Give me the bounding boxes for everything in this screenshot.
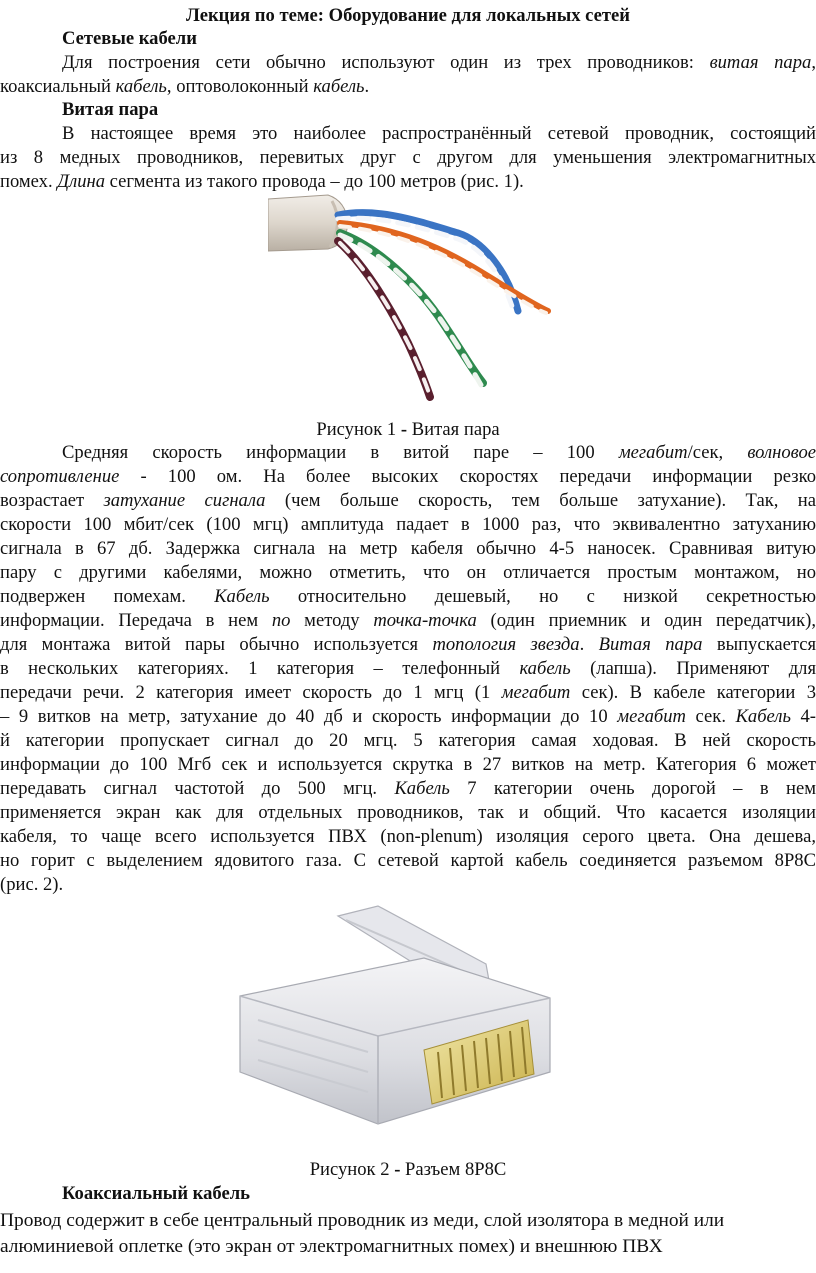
section-heading-coax: Коаксиальный кабель — [62, 1183, 250, 1204]
para2-line-16: применяется экран как для отдельных проводников, так и общий. Что касается изоляции — [0, 802, 816, 823]
para2-line-17: кабеля, то чаще всего используется ПВХ (non-plenum) изоляция серого цвета. Она дешева, — [0, 826, 816, 847]
connector-8p8c-figure — [228, 902, 568, 1152]
section-heading-network-cables: Сетевые кабели — [62, 28, 197, 49]
figure2-caption: Рисунок 2 - Разъем 8P8C — [309, 1159, 507, 1180]
para2-line-10: в нескольких категориях. 1 категория – телефонный кабель (лапша). Применяют для — [0, 658, 816, 679]
lecture-title: Лекция по теме: Оборудование для локальных сетей — [185, 5, 630, 26]
para2-line-11: передачи речи. 2 категория имеет скорость до 1 мгц (1 мегабит сек). В кабеле категории 3 — [0, 682, 816, 703]
twisted-pair-cable-figure — [268, 193, 558, 403]
para2-line-15: передавать сигнал частотой до 500 мгц. Кабель 7 категории очень дорогой – в нем — [0, 778, 816, 799]
para2-line-19: (рис. 2). — [0, 874, 64, 895]
para2-line-8: информации. Передача в нем по методу точка-точка (один приемник и один передатчик), — [0, 610, 816, 631]
coax-line-1: Провод содержит в себе центральный проводник из меди, слой изолятора в медной или — [0, 1210, 725, 1231]
para1-line-1: В настоящее время это наиболее распространённый сетевой проводник, состоящий — [62, 123, 816, 144]
para2-line-13: й категории пропускает сигнал до 20 мгц. 5 категория самая ходовая. В ней скорость — [0, 730, 816, 751]
intro-line-1: Для построения сети обычно используют один из трех проводников: витая пара, — [62, 52, 816, 73]
section-heading-twisted-pair: Витая пара — [62, 99, 159, 120]
para2-line-18: но горит с выделением ядовитого газа. С сетевой картой кабель соединяется разъемом 8P8C — [0, 850, 816, 871]
para1-line-2: из 8 медных проводников, перевитых друг с другом для уменьшения электромагнитных — [0, 147, 816, 168]
para2-line-9: для монтажа витой пары обычно используется топология звезда. Витая пара выпускается — [0, 634, 816, 655]
para2-line-7: подвержен помехам. Кабель относительно дешевый, но с низкой секретностью — [0, 586, 816, 607]
para2-line-1: Средняя скорость информации в витой паре – 100 мегабит/сек, волновое — [62, 442, 816, 463]
para2-line-14: информации до 100 Мгб сек и используется скрутка в 27 витков на метр. Категория 6 может — [0, 754, 816, 775]
para2-line-2: сопротивление - 100 ом. На более высоких скоростях передачи информации резко — [0, 466, 816, 487]
para2-line-3: возрастает затухание сигнала (чем больше скорость, тем больше затухание). Так, на — [0, 490, 816, 511]
para2-line-4: скорости 100 мбит/сек (100 мгц) амплитуда падает в 1000 раз, что эквивалентно затуханию — [0, 514, 816, 535]
coax-line-2: алюминиевой оплетке (это экран от электромагнитных помех) и внешнюю ПВХ — [0, 1236, 663, 1257]
figure1-caption: Рисунок 1 - Витая пара — [316, 419, 500, 440]
para2-line-12: – 9 витков на метр, затухание до 40 дб и скорость информации до 10 мегабит сек. Кабель 4- — [0, 706, 816, 727]
intro-line-2: коаксиальный кабель, оптоволоконный кабель. — [0, 76, 370, 97]
para2-line-5: сигнала в 67 дб. Задержка сигнала на метр кабеля обычно 4-5 наносек. Сравнивая витую — [0, 538, 816, 559]
para1-line-3: помех. Длина сегмента из такого провода – до 100 метров (рис. 1). — [0, 171, 524, 192]
para2-line-6: пару с другими кабелями, можно отметить, что он отличается простым монтажом, но — [0, 562, 816, 583]
